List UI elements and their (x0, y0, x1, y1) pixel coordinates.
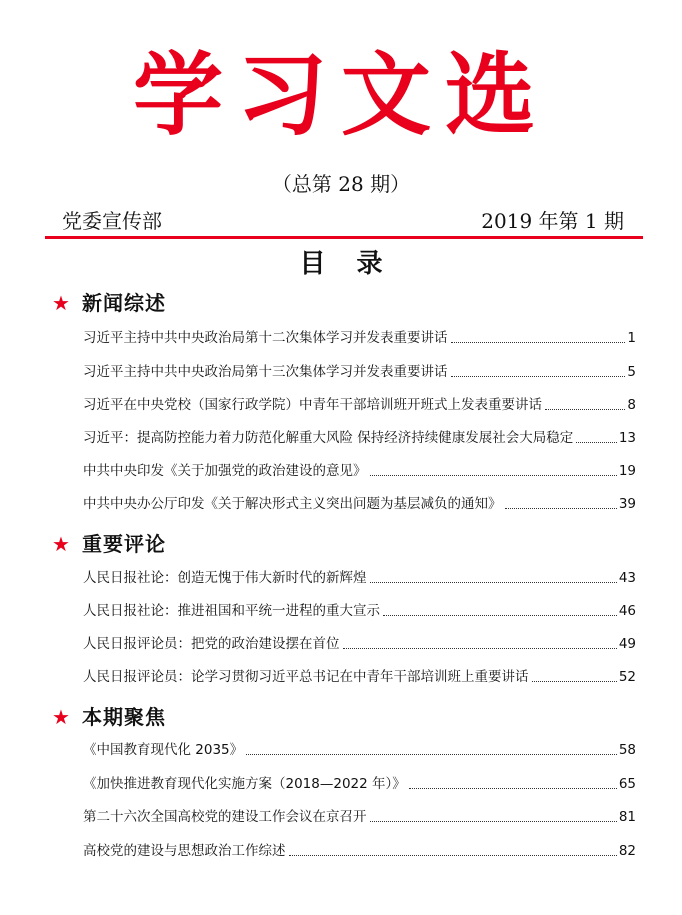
dot-leader (505, 508, 617, 509)
toc-entry-page: 19 (618, 463, 636, 479)
dot-leader (370, 582, 617, 583)
toc-entry[interactable] (83, 394, 636, 416)
dot-leader (383, 615, 617, 616)
toc-entry-title: 高校党的建设与思想政治工作综述 (83, 843, 286, 859)
toc-entry-title: 习近平在中央党校（国家行政学院）中青年干部培训班开班式上发表重要讲话 (83, 397, 542, 413)
dot-leader (451, 376, 626, 377)
dot-leader (545, 409, 625, 410)
toc-entry-title: 人民日报评论员：论学习贯彻习近平总书记在中青年干部培训班上重要讲话 (83, 669, 529, 685)
toc-entry-title: 《中国教育现代化 2035》 (83, 742, 244, 758)
toc-entry-title: 《加快推进教育现代化实施方案（2018—2022 年）》 (83, 776, 406, 792)
toc-entry-page: 1 (627, 330, 636, 346)
toc-heading: 目 录 (299, 249, 383, 279)
dot-leader (370, 475, 617, 476)
dot-leader (246, 754, 617, 755)
section-title: 本期聚焦 (82, 705, 166, 729)
toc-entry-page: 65 (618, 776, 636, 792)
toc-entry-page: 5 (627, 364, 636, 380)
header-divider (45, 236, 643, 239)
toc-entry[interactable] (83, 600, 636, 622)
star-icon: ★ (52, 291, 70, 315)
toc-entry[interactable] (83, 361, 636, 383)
toc-entry[interactable] (83, 427, 636, 449)
toc-entry[interactable] (83, 327, 636, 349)
section-title: 新闻综述 (82, 291, 166, 315)
toc-entry[interactable] (83, 773, 636, 795)
star-icon: ★ (52, 705, 70, 729)
dot-leader (370, 821, 617, 822)
toc-entry[interactable] (83, 567, 636, 589)
section-title: 重要评论 (82, 532, 166, 556)
dot-leader (532, 681, 617, 682)
toc-entry[interactable] (83, 840, 636, 862)
toc-entry-title: 习近平：提高防控能力着力防范化解重大风险 保持经济持续健康发展社会大局稳定 (83, 430, 574, 446)
toc-entry-page: 81 (618, 809, 636, 825)
issue-number: （总第 28 期） (271, 172, 411, 196)
department-name: 党委宣传部 (62, 209, 162, 233)
star-icon: ★ (52, 532, 70, 556)
toc-entry[interactable] (83, 739, 636, 761)
toc-entry-page: 8 (627, 397, 636, 413)
toc-entry-title: 中共中央印发《关于加强党的政治建设的意见》 (83, 463, 367, 479)
toc-entry-page: 39 (618, 496, 636, 512)
dot-leader (409, 788, 617, 789)
toc-entry-page: 43 (618, 570, 636, 586)
issue-date: 2019 年第 1 期 (481, 209, 624, 233)
toc-entry[interactable] (83, 666, 636, 688)
toc-entry-page: 58 (618, 742, 636, 758)
toc-entry-title: 第二十六次全国高校党的建设工作会议在京召开 (83, 809, 367, 825)
toc-entry-title: 习近平主持中共中央政治局第十二次集体学习并发表重要讲话 (83, 330, 448, 346)
toc-entry-page: 82 (618, 843, 636, 859)
toc-entry-page: 13 (618, 430, 636, 446)
toc-entry-title: 人民日报社论：推进祖国和平统一进程的重大宣示 (83, 603, 380, 619)
toc-entry[interactable] (83, 806, 636, 828)
dot-leader (343, 648, 617, 649)
dot-leader (576, 442, 617, 443)
toc-entry-title: 习近平主持中共中央政治局第十三次集体学习并发表重要讲话 (83, 364, 448, 380)
toc-entry[interactable] (83, 460, 636, 482)
dot-leader (289, 855, 617, 856)
toc-entry-title: 中共中央办公厅印发《关于解决形式主义突出问题为基层减负的通知》 (83, 496, 502, 512)
toc-entry-page: 49 (618, 636, 636, 652)
toc-entry[interactable] (83, 633, 636, 655)
toc-entry-title: 人民日报评论员：把党的政治建设摆在首位 (83, 636, 340, 652)
toc-entry-page: 46 (618, 603, 636, 619)
toc-entry-page: 52 (618, 669, 636, 685)
toc-entry-title: 人民日报社论：创造无愧于伟大新时代的新辉煌 (83, 570, 367, 586)
masthead-title: 学习文选 (133, 43, 549, 148)
toc-entry[interactable] (83, 493, 636, 515)
dot-leader (451, 342, 626, 343)
